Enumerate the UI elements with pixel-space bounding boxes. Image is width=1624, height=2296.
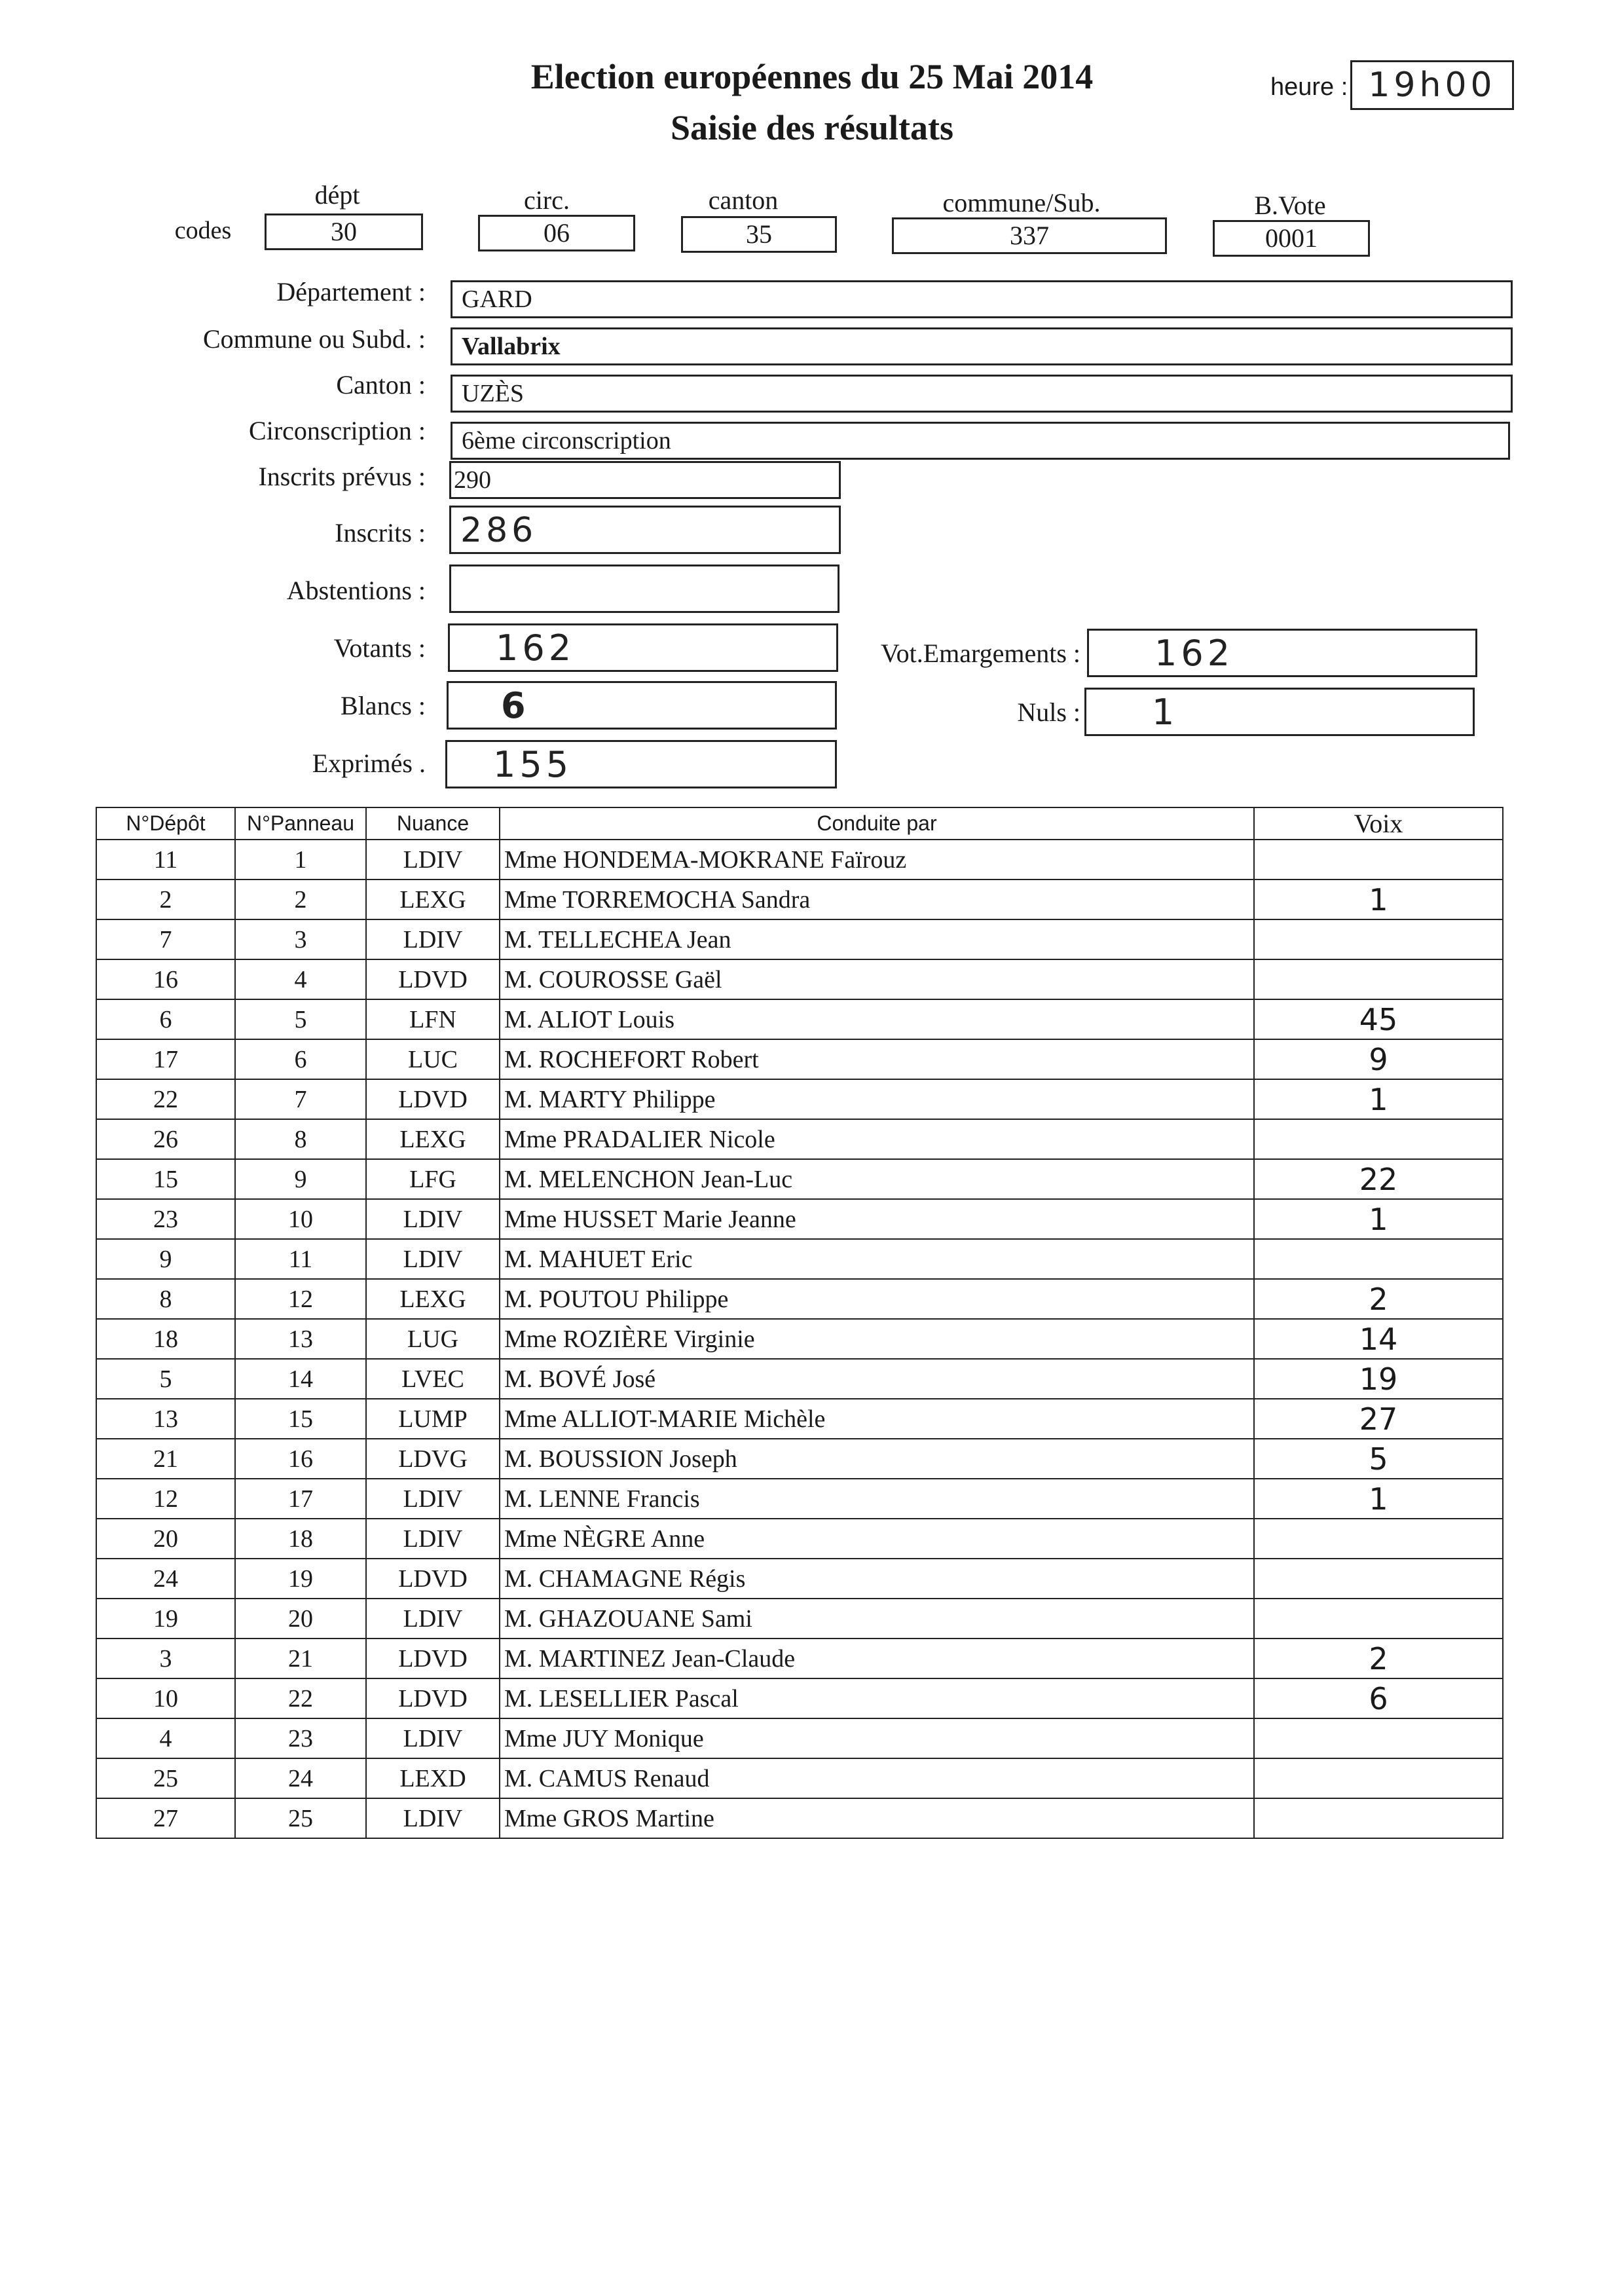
- commune-label: Commune ou Subd. :: [202, 324, 426, 354]
- table-row: [96, 1199, 1503, 1239]
- cell-voix[interactable]: [1254, 919, 1503, 959]
- header-conduite: Conduite par: [500, 807, 1254, 840]
- cell-nuance: LEXG: [366, 880, 500, 919]
- header-nuance: Nuance: [366, 807, 500, 840]
- table-row: [96, 999, 1503, 1039]
- cell-nuance: LDIV: [366, 1519, 500, 1559]
- cell-panneau: 12: [235, 1279, 366, 1319]
- cell-conduite: M. BOVÉ José: [500, 1359, 1254, 1399]
- table-row: [96, 1319, 1503, 1359]
- cell-conduite: Mme ALLIOT-MARIE Michèle: [500, 1399, 1254, 1439]
- cell-depot: 17: [96, 1039, 235, 1079]
- cell-nuance: LUG: [366, 1319, 500, 1359]
- cell-depot: 4: [96, 1718, 235, 1758]
- cell-panneau: 10: [235, 1199, 366, 1239]
- inscrits-label: Inscrits :: [335, 518, 426, 547]
- cell-conduite: Mme ROZIÈRE Virginie: [500, 1319, 1254, 1359]
- table-header-row: [96, 807, 1503, 840]
- cell-voix[interactable]: 22: [1254, 1159, 1503, 1199]
- cell-panneau: 9: [235, 1159, 366, 1199]
- cell-conduite: M. COUROSSE Gaël: [500, 959, 1254, 999]
- table-row: [96, 1239, 1503, 1279]
- table-row: [96, 1559, 1503, 1599]
- cell-panneau: 23: [235, 1718, 366, 1758]
- cell-nuance: LFN: [366, 999, 500, 1039]
- cell-panneau: 14: [235, 1359, 366, 1399]
- cell-panneau: 25: [235, 1798, 366, 1838]
- circonscription-label: Circonscription :: [249, 416, 426, 445]
- cell-conduite: Mme NÈGRE Anne: [500, 1519, 1254, 1559]
- cell-nuance: LDIV: [366, 1199, 500, 1239]
- cell-voix[interactable]: 1: [1254, 1479, 1503, 1519]
- bvote-label: B.Vote: [1254, 191, 1326, 220]
- cell-depot: 8: [96, 1279, 235, 1319]
- cell-depot: 5: [96, 1359, 235, 1399]
- table-row: [96, 919, 1503, 959]
- heure-label: heure :: [1270, 73, 1348, 101]
- blancs-field[interactable]: 6: [447, 681, 837, 730]
- table-row: [96, 1079, 1503, 1119]
- page-title: Election européennes du 25 Mai 2014: [530, 57, 1094, 96]
- cell-nuance: LDIV: [366, 1239, 500, 1279]
- circonscription-field[interactable]: 6ème circonscription: [451, 422, 1510, 460]
- cell-depot: 12: [96, 1479, 235, 1519]
- inscrits-prevus-label: Inscrits prévus :: [258, 462, 426, 491]
- table-row: [96, 1519, 1503, 1559]
- cell-depot: 7: [96, 919, 235, 959]
- cell-depot: 27: [96, 1798, 235, 1838]
- nuls-label: Nuls :: [1017, 697, 1080, 727]
- cell-voix[interactable]: [1254, 959, 1503, 999]
- page-subtitle: Saisie des résultats: [671, 108, 953, 147]
- cell-nuance: LDIV: [366, 1479, 500, 1519]
- cell-voix[interactable]: 6: [1254, 1678, 1503, 1718]
- cell-voix[interactable]: 14: [1254, 1319, 1503, 1359]
- cell-conduite: M. LESELLIER Pascal: [500, 1678, 1254, 1718]
- cell-depot: 15: [96, 1159, 235, 1199]
- cell-depot: 19: [96, 1599, 235, 1639]
- table-row: [96, 1798, 1503, 1838]
- table-row: [96, 1758, 1503, 1798]
- cell-voix[interactable]: [1254, 1519, 1503, 1559]
- votants-field[interactable]: 162: [448, 623, 838, 672]
- dept-label: dépt: [314, 180, 360, 210]
- cell-panneau: 4: [235, 959, 366, 999]
- cell-voix[interactable]: 27: [1254, 1399, 1503, 1439]
- table-row: [96, 1399, 1503, 1439]
- cell-panneau: 15: [235, 1399, 366, 1439]
- cell-nuance: LEXG: [366, 1279, 500, 1319]
- results-table: [96, 807, 1504, 1839]
- cell-conduite: Mme TORREMOCHA Sandra: [500, 880, 1254, 919]
- cell-depot: 16: [96, 959, 235, 999]
- cell-panneau: 13: [235, 1319, 366, 1359]
- cell-depot: 11: [96, 840, 235, 880]
- cell-depot: 3: [96, 1639, 235, 1678]
- cell-nuance: LDVD: [366, 1678, 500, 1718]
- cell-conduite: M. CAMUS Renaud: [500, 1758, 1254, 1798]
- abstentions-field[interactable]: [449, 565, 840, 613]
- cell-voix[interactable]: [1254, 1758, 1503, 1798]
- cell-voix[interactable]: [1254, 1798, 1503, 1838]
- table-row: [96, 1439, 1503, 1479]
- cell-panneau: 17: [235, 1479, 366, 1519]
- cell-voix[interactable]: 5: [1254, 1439, 1503, 1479]
- cell-depot: 21: [96, 1439, 235, 1479]
- cell-conduite: Mme HUSSET Marie Jeanne: [500, 1199, 1254, 1239]
- cell-depot: 24: [96, 1559, 235, 1599]
- cell-nuance: LDVG: [366, 1439, 500, 1479]
- circ-field[interactable]: 06: [478, 215, 635, 251]
- cell-nuance: LDIV: [366, 919, 500, 959]
- table-row: [96, 1279, 1503, 1319]
- cell-panneau: 18: [235, 1519, 366, 1559]
- cell-conduite: M. MARTY Philippe: [500, 1079, 1254, 1119]
- cell-depot: 20: [96, 1519, 235, 1559]
- cell-nuance: LDIV: [366, 840, 500, 880]
- cell-panneau: 1: [235, 840, 366, 880]
- header-voix: Voix: [1254, 807, 1503, 840]
- cell-conduite: M. GHAZOUANE Sami: [500, 1599, 1254, 1639]
- cell-depot: 23: [96, 1199, 235, 1239]
- cell-voix[interactable]: 1: [1254, 1079, 1503, 1119]
- cell-nuance: LDVD: [366, 1559, 500, 1599]
- bvote-field[interactable]: 0001: [1213, 220, 1370, 257]
- cell-depot: 9: [96, 1239, 235, 1279]
- table-row: [96, 840, 1503, 880]
- inscrits-prevus-field[interactable]: 290: [449, 461, 841, 499]
- cell-nuance: LUMP: [366, 1399, 500, 1439]
- cell-depot: 6: [96, 999, 235, 1039]
- cell-voix[interactable]: [1254, 840, 1503, 880]
- cell-conduite: M. CHAMAGNE Régis: [500, 1559, 1254, 1599]
- emargements-field[interactable]: 162: [1087, 629, 1477, 677]
- inscrits-field[interactable]: 286: [449, 506, 841, 554]
- cell-panneau: 8: [235, 1119, 366, 1159]
- cell-voix[interactable]: [1254, 1559, 1503, 1599]
- header-depot: N°Dépôt: [96, 807, 235, 840]
- departement-field[interactable]: GARD: [451, 280, 1513, 318]
- cell-panneau: 2: [235, 880, 366, 919]
- cell-depot: 13: [96, 1399, 235, 1439]
- cell-nuance: LDIV: [366, 1599, 500, 1639]
- commune-field[interactable]: Vallabrix: [451, 327, 1513, 365]
- cell-panneau: 20: [235, 1599, 366, 1639]
- cell-voix[interactable]: 1: [1254, 880, 1503, 919]
- cell-voix[interactable]: 1: [1254, 1199, 1503, 1239]
- cell-nuance: LVEC: [366, 1359, 500, 1399]
- cell-depot: 25: [96, 1758, 235, 1798]
- departement-label: Département :: [276, 277, 426, 306]
- cell-panneau: 24: [235, 1758, 366, 1798]
- commune-code-label: commune/Sub.: [942, 188, 1101, 217]
- header-panneau: N°Panneau: [235, 807, 366, 840]
- votants-label: Votants :: [333, 633, 426, 663]
- dept-field[interactable]: 30: [265, 213, 423, 250]
- cell-voix[interactable]: 9: [1254, 1039, 1503, 1079]
- emargements-label: Vot.Emargements :: [880, 639, 1080, 668]
- cell-voix[interactable]: 19: [1254, 1359, 1503, 1399]
- table-row: [96, 1039, 1503, 1079]
- cell-nuance: LDVD: [366, 1079, 500, 1119]
- cell-panneau: 19: [235, 1559, 366, 1599]
- cell-nuance: LDIV: [366, 1718, 500, 1758]
- table-row: [96, 1359, 1503, 1399]
- cell-nuance: LDVD: [366, 959, 500, 999]
- cell-depot: 18: [96, 1319, 235, 1359]
- cell-panneau: 7: [235, 1079, 366, 1119]
- canton-code-label: canton: [708, 185, 779, 215]
- cell-conduite: Mme HONDEMA-MOKRANE Faïrouz: [500, 840, 1254, 880]
- cell-nuance: LFG: [366, 1159, 500, 1199]
- table-row: [96, 880, 1503, 919]
- cell-panneau: 16: [235, 1439, 366, 1479]
- cell-voix[interactable]: [1254, 1239, 1503, 1279]
- cell-conduite: M. POUTOU Philippe: [500, 1279, 1254, 1319]
- cell-panneau: 3: [235, 919, 366, 959]
- table-row: [96, 1639, 1503, 1678]
- canton-label: Canton :: [336, 370, 426, 399]
- table-row: [96, 1159, 1503, 1199]
- cell-conduite: M. ALIOT Louis: [500, 999, 1254, 1039]
- table-row: [96, 959, 1503, 999]
- canton-code-field[interactable]: 35: [681, 216, 837, 253]
- cell-conduite: M. BOUSSION Joseph: [500, 1439, 1254, 1479]
- cell-conduite: Mme GROS Martine: [500, 1798, 1254, 1838]
- cell-voix[interactable]: 2: [1254, 1639, 1503, 1678]
- cell-nuance: LDIV: [366, 1798, 500, 1838]
- circ-label: circ.: [524, 185, 570, 215]
- cell-depot: 10: [96, 1678, 235, 1718]
- table-row: [96, 1599, 1503, 1639]
- cell-nuance: LDVD: [366, 1639, 500, 1678]
- table-row: [96, 1119, 1503, 1159]
- cell-conduite: Mme PRADALIER Nicole: [500, 1119, 1254, 1159]
- cell-voix[interactable]: [1254, 1718, 1503, 1758]
- cell-panneau: 21: [235, 1639, 366, 1678]
- cell-conduite: M. MELENCHON Jean-Luc: [500, 1159, 1254, 1199]
- cell-voix[interactable]: 45: [1254, 999, 1503, 1039]
- cell-nuance: LEXG: [366, 1119, 500, 1159]
- heure-field[interactable]: 19h00: [1350, 60, 1514, 110]
- cell-depot: 2: [96, 880, 235, 919]
- table-row: [96, 1718, 1503, 1758]
- cell-depot: 22: [96, 1079, 235, 1119]
- codes-label: codes: [174, 217, 232, 244]
- nuls-field[interactable]: 1: [1084, 688, 1475, 736]
- cell-depot: 26: [96, 1119, 235, 1159]
- cell-conduite: M. ROCHEFORT Robert: [500, 1039, 1254, 1079]
- cell-panneau: 11: [235, 1239, 366, 1279]
- abstentions-label: Abstentions :: [286, 576, 426, 605]
- cell-voix[interactable]: [1254, 1599, 1503, 1639]
- cell-conduite: M. TELLECHEA Jean: [500, 919, 1254, 959]
- cell-nuance: LUC: [366, 1039, 500, 1079]
- cell-conduite: Mme JUY Monique: [500, 1718, 1254, 1758]
- cell-nuance: LEXD: [366, 1758, 500, 1798]
- cell-panneau: 5: [235, 999, 366, 1039]
- cell-conduite: M. MARTINEZ Jean-Claude: [500, 1639, 1254, 1678]
- exprimes-label: Exprimés .: [312, 749, 426, 778]
- table-row: [96, 1479, 1503, 1519]
- cell-conduite: M. MAHUET Eric: [500, 1239, 1254, 1279]
- cell-panneau: 22: [235, 1678, 366, 1718]
- blancs-label: Blancs :: [341, 691, 426, 720]
- table-row: [96, 1678, 1503, 1718]
- canton-field[interactable]: UZÈS: [451, 375, 1513, 413]
- cell-panneau: 6: [235, 1039, 366, 1079]
- cell-conduite: M. LENNE Francis: [500, 1479, 1254, 1519]
- exprimes-field[interactable]: 155: [445, 740, 837, 788]
- cell-voix[interactable]: 2: [1254, 1279, 1503, 1319]
- commune-code-field[interactable]: 337: [892, 217, 1167, 254]
- cell-voix[interactable]: [1254, 1119, 1503, 1159]
